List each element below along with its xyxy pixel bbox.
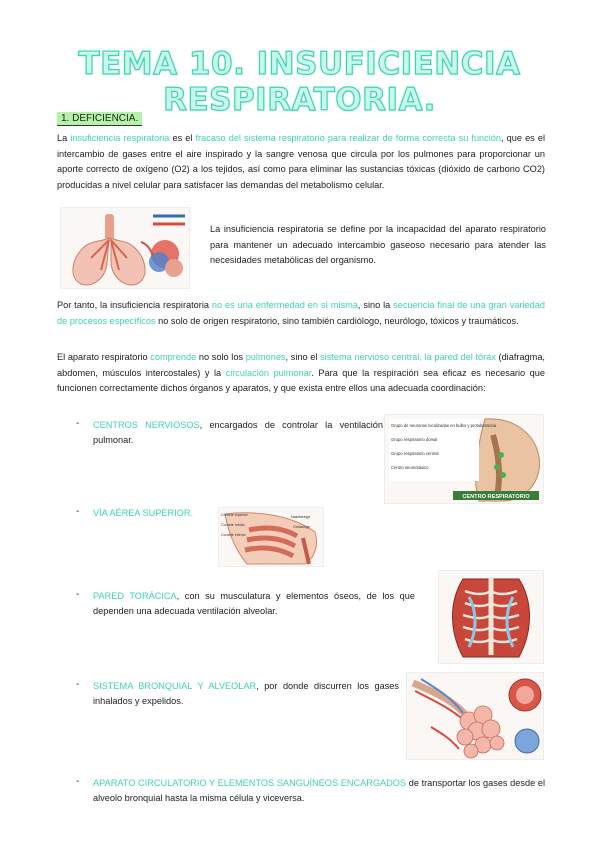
list-item-via-aerea-superior: VÍA AÉREA SUPERIOR.: [93, 508, 194, 518]
list-bullet: -: [76, 679, 80, 690]
figure-note: Centro neumotáxico: [391, 465, 429, 470]
paragraph-definition: La insuficiencia respiratoria es el fracaso del sistema respiratorio para realizar de forma correcta su función, que es el intercambio de gases entre el aire inspirado y la sangre venosa que circula por los pulmones para proporcionar un aporte correcto de oxígeno (O2) a los tejidos, así como para eliminar las sustancias tóxicas (dióxido de carbono CO2) producidas a nivel celular para satisfacer las demandas del metabolismo celular.: [57, 133, 546, 190]
thoracic-wall-figure: [438, 570, 544, 664]
figure-label: Cornete superior: [221, 513, 248, 517]
highlight-term: pulmones: [245, 352, 286, 362]
list-bullet: -: [76, 589, 80, 600]
nasal-cavity-figure: [218, 507, 324, 567]
highlight-term: no es una enfermedad en sí misma: [211, 300, 358, 310]
highlight-term: secuencia final de una gran variedad de procesos específicos: [57, 300, 546, 326]
figure-note: Grupo respiratorio dorsal: [391, 437, 438, 442]
paragraph-definition-2: La insuficiencia respiratoria se define por la incapacidad del aparato respiratorio para mantener un adecuado intercambio gaseoso necesario para atender las necesidades metabólicas del organismo.: [210, 224, 546, 266]
figure-label: Cornete medio: [221, 523, 245, 527]
highlight-term: insuficiencia respiratoria: [70, 133, 170, 143]
alveoli-figure: [406, 672, 544, 760]
lungs-figure: [60, 207, 190, 289]
figure-note: Grupo respiratorio ventral: [391, 451, 439, 456]
respiratory-center-figure: [384, 414, 544, 504]
highlight-term: circulación pulmonar: [225, 367, 312, 378]
list-item-pared-toracica: PARED TORÁCICA, con su musculatura y elementos óseos, de los que dependen una adecuada ventilación alveolar.: [93, 591, 415, 616]
page-title: TEMA 10. INSUFICIENCIA RESPIRATORIA.: [78, 46, 521, 118]
highlight-term: fracaso del sistema respiratorio para realizar de forma correcta su función: [195, 133, 502, 143]
list-item-sistema-bronquial: SISTEMA BRONQUIAL Y ALVEOLAR, por donde discurren los gases inhalados y expelidos.: [93, 681, 399, 706]
figure-label: Nasofaringe: [291, 515, 311, 519]
list-bullet: -: [76, 418, 80, 429]
list-bullet: -: [76, 776, 80, 787]
list-bullet: -: [76, 506, 80, 517]
figure-note: Grupo de neuronas localizadas en bulbo y protuberancia: [391, 423, 497, 428]
list-item-centros-nerviosos: CENTROS NERVIOSOS, encargados de controlar la ventilación pulmonar.: [93, 420, 384, 445]
highlight-term: comprende: [150, 352, 197, 362]
highlight-term: sistema nervioso central, la pared del tórax: [320, 352, 496, 362]
section-heading: 1. DEFICIENCIA.: [57, 112, 142, 126]
paragraph-causes: Por tanto, la insuficiencia respiratoria no es una enfermedad en sí misma, sino la secuencia final de una gran variedad de procesos específicos no solo de origen respiratorio, sino también cardiólogo, neurólogo, tóxicos y traumáticos.: [57, 300, 546, 326]
paragraph-components: El aparato respiratorio comprende no solo los pulmones, sino el sistema nervioso central, la pared del tórax (diafragma, abdomen, músculos intercostales) y la circulación pulmonar. Para que la respiración sea eficaz es necesario que funcionen correctamente dichos órganos y aparatos, y que exista entre ellos una adecuada coordinación:: [57, 352, 545, 394]
figure-label: Orofaringe: [293, 525, 310, 529]
figure-label: Cornete inferior: [221, 533, 246, 537]
respiratory-center-caption: CENTRO RESPIRATORIO: [462, 494, 530, 500]
list-item-aparato-circulatorio: APARATO CIRCULATORIO Y ELEMENTOS SANGUÍNEOS ENCARGADOS de transportar los gases desde el alveolo bronquial hasta la misma célula y viceversa.: [93, 778, 545, 803]
